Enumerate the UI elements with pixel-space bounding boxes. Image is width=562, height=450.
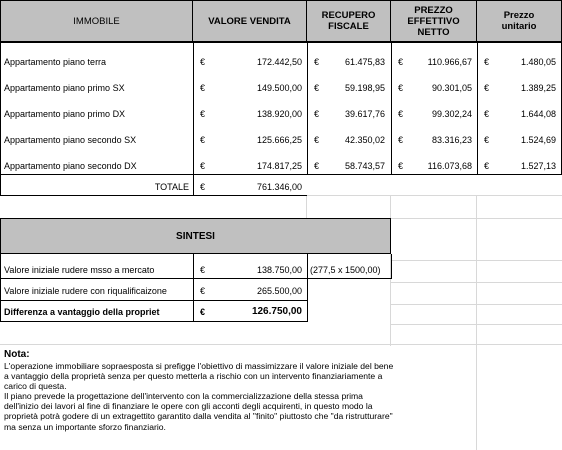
table-border	[391, 42, 392, 174]
euro-symbol: €	[398, 109, 404, 119]
nota-paragraph: Il piano prevede la progettazione dell'intervento con la commercializzazione della stessa prima dell'inizio dei lavori al fine di finanziare le opere con gli acconti degli acquirenti, in questo modo la proprietà potrà godere di un extragettito garantito dalla vendita al "finito" piuttosto che "da ristrutturare" ma senza un importante sforzo finanziario.	[4, 391, 393, 432]
nota-paragraph: L'operazione immobiliare sopraesposta si prefigge l'obiettivo di massimizzare il valore iniziale del bene a vantaggio della proprietà senza per questo metterla a rischio con un intervento finanziariamente a carico di questa.	[4, 361, 394, 392]
sintesi-label: Valore iniziale rudere msso a mercato	[4, 265, 155, 275]
row-recupero: 39.617,76	[344, 109, 385, 119]
row-recupero: 59.198,95	[344, 83, 385, 93]
euro-symbol: €	[200, 286, 206, 296]
table-border	[193, 254, 194, 321]
row-prezzo-unitario: 1.480,05	[520, 57, 556, 67]
sintesi-label-differenza: Differenza a vantaggio della propriet	[4, 307, 160, 317]
euro-symbol: €	[484, 135, 490, 145]
row-prezzo-netto: 83.316,23	[431, 135, 472, 145]
euro-symbol: €	[398, 161, 404, 171]
table-border	[0, 195, 307, 196]
col-header-immobile	[0, 0, 193, 42]
euro-symbol: €	[314, 57, 320, 67]
gridline	[476, 196, 477, 346]
euro-symbol: €	[200, 265, 206, 275]
row-prezzo-netto: 110.966,67	[427, 57, 472, 67]
table-border	[0, 42, 562, 43]
row-valore: 149.500,00	[256, 83, 302, 93]
sintesi-label: Valore iniziale rudere con riqualificaizone	[4, 286, 167, 296]
row-immobile-name: Appartamento piano primo DX	[4, 109, 126, 119]
col-header-prezzo-unitario	[477, 0, 562, 42]
table-border	[307, 254, 308, 321]
sintesi-value: 265.500,00	[256, 286, 302, 296]
euro-symbol: €	[314, 83, 320, 93]
row-prezzo-unitario: 1.644,08	[520, 109, 556, 119]
euro-symbol: €	[314, 161, 320, 171]
nota-title: Nota:	[4, 349, 30, 360]
col-header-prezzo-netto	[391, 0, 477, 42]
row-prezzo-netto: 116.073,68	[427, 161, 472, 171]
table-border	[193, 42, 194, 196]
col-header-prezzo-netto-label: PREZZO EFFETTIVO NETTO	[407, 4, 460, 38]
col-header-recupero-label: RECUPERO FISCALE	[321, 10, 376, 32]
table-border	[0, 174, 562, 175]
row-recupero: 61.475,83	[344, 57, 385, 67]
euro-symbol: €	[314, 109, 320, 119]
row-prezzo-netto: 99.302,24	[431, 109, 472, 119]
totale-label: TOTALE	[154, 182, 189, 192]
sintesi-header	[0, 218, 391, 254]
euro-symbol: €	[484, 57, 490, 67]
euro-symbol: €	[398, 57, 404, 67]
euro-symbol: €	[200, 135, 206, 145]
table-border	[0, 42, 1, 196]
table-border	[0, 254, 1, 321]
euro-symbol: €	[484, 83, 490, 93]
table-border	[477, 42, 478, 174]
euro-symbol: €	[398, 83, 404, 93]
sintesi-value-differenza: 126.750,00	[251, 306, 302, 317]
table-border	[0, 321, 308, 322]
euro-symbol: €	[484, 109, 490, 119]
table-border	[391, 254, 392, 278]
euro-symbol: €	[314, 135, 320, 145]
col-header-prezzo-unitario-label: Prezzo unitario	[501, 10, 537, 32]
row-valore: 172.442,50	[256, 57, 302, 67]
row-prezzo-unitario: 1.524,69	[520, 135, 556, 145]
col-header-valore-vendita	[193, 0, 307, 42]
row-recupero: 58.743,57	[344, 161, 385, 171]
row-recupero: 42.350,02	[344, 135, 385, 145]
row-immobile-name: Appartamento piano secondo SX	[4, 135, 137, 145]
table-border	[0, 278, 392, 279]
gridline	[306, 196, 307, 218]
sintesi-value: 138.750,00	[256, 265, 302, 275]
euro-symbol: €	[200, 57, 206, 67]
gridline	[0, 344, 562, 345]
euro-symbol: €	[200, 307, 206, 317]
sintesi-note: (277,5 x 1500,00)	[310, 265, 381, 275]
nota-body	[4, 361, 396, 432]
col-header-valore-label: VALORE VENDITA	[208, 15, 291, 27]
euro-symbol: €	[200, 109, 206, 119]
gridline	[476, 345, 477, 450]
col-header-recupero-fiscale	[307, 0, 391, 42]
row-immobile-name: Appartamento piano terra	[4, 57, 107, 67]
row-valore: 174.817,25	[256, 161, 302, 171]
row-prezzo-unitario: 1.389,25	[520, 83, 556, 93]
row-immobile-name: Appartamento piano secondo DX	[4, 161, 137, 171]
table-border	[0, 300, 308, 301]
euro-symbol: €	[484, 161, 490, 171]
table-border	[307, 42, 308, 174]
col-header-immobile-label: IMMOBILE	[73, 15, 120, 27]
euro-symbol: €	[200, 182, 206, 192]
sintesi-title: SINTESI	[176, 230, 215, 242]
row-valore: 125.666,25	[256, 135, 302, 145]
euro-symbol: €	[398, 135, 404, 145]
row-prezzo-unitario: 1.527,13	[520, 161, 556, 171]
totale-valore: 761.346,00	[256, 182, 302, 192]
row-prezzo-netto: 90.301,05	[431, 83, 472, 93]
euro-symbol: €	[200, 83, 206, 93]
row-immobile-name: Appartamento piano primo SX	[4, 83, 125, 93]
euro-symbol: €	[200, 161, 206, 171]
row-valore: 138.920,00	[256, 109, 302, 119]
